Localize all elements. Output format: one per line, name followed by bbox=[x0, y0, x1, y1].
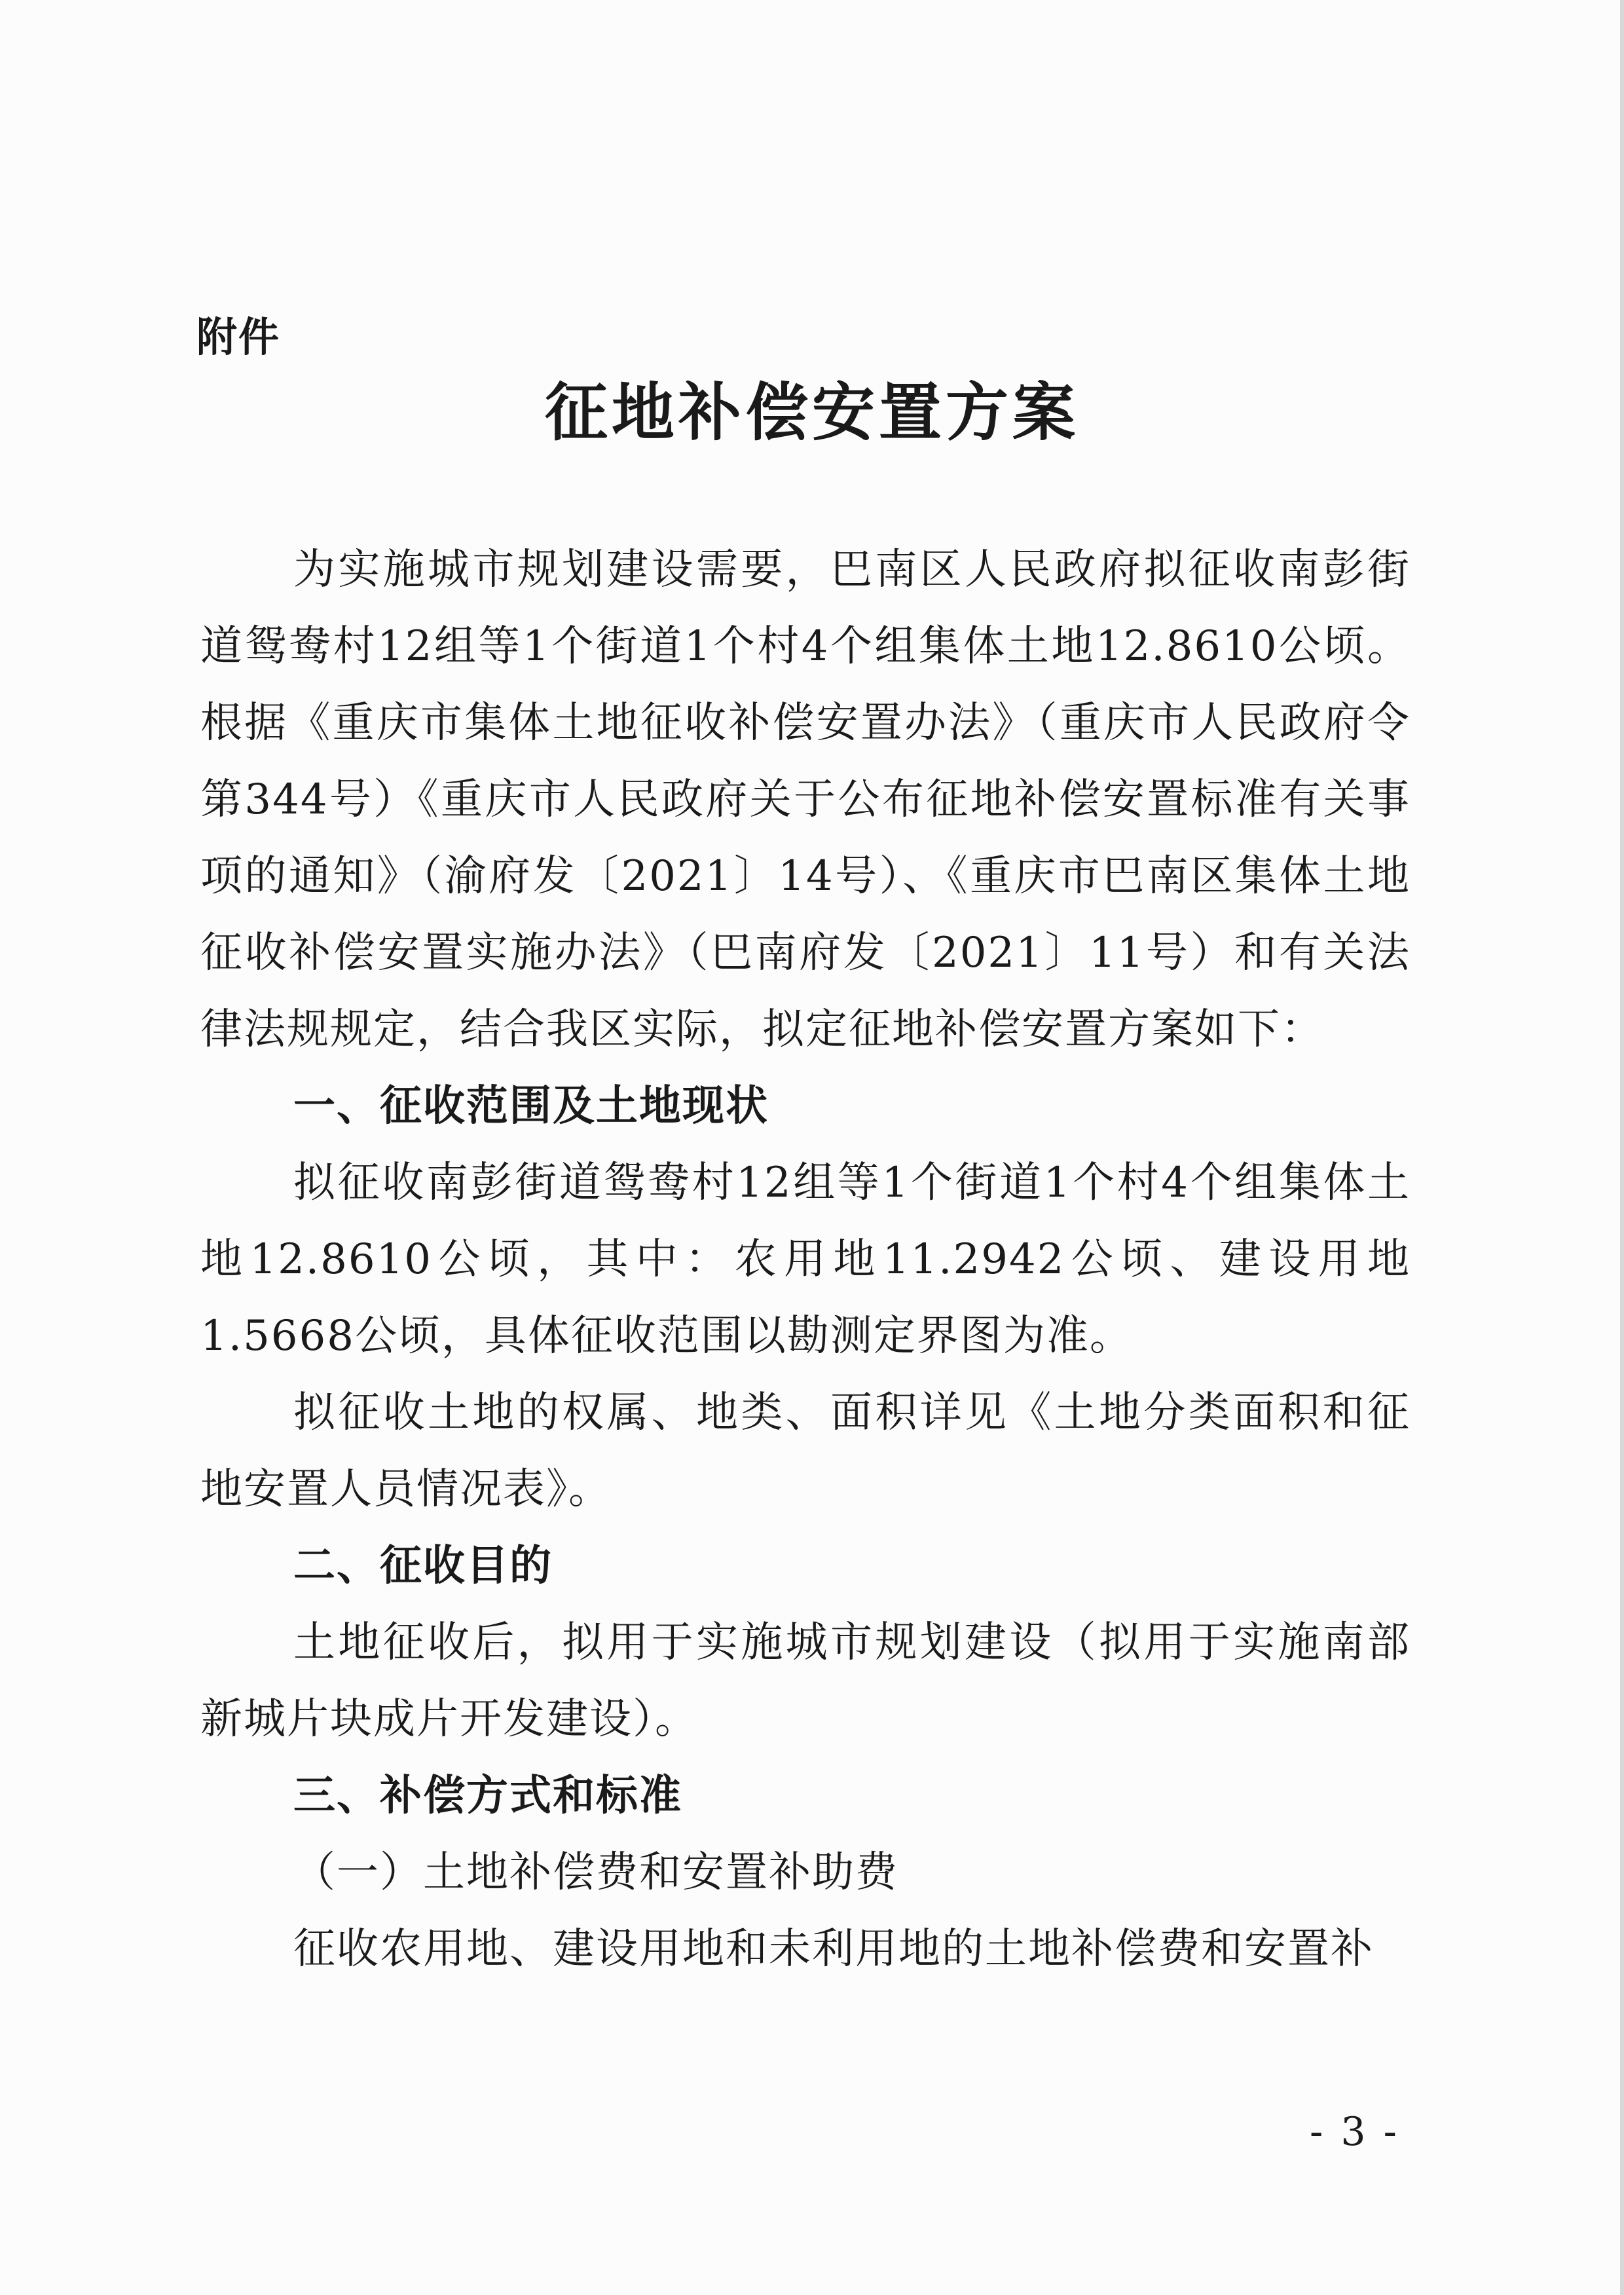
page-number: - 3 - bbox=[1310, 2109, 1399, 2155]
document-title: 征地补偿安置方案 bbox=[545, 375, 1079, 449]
section-1-paragraph-2: 拟征收土地的权属、地类、面积详见《土地分类面积和征地安置人员情况表》。 bbox=[200, 1389, 1411, 1514]
section-1-paragraph-1: 拟征收南彭街道鸳鸯村12组等1个街道1个村4个组集体土地12.8610公顷，其中：农用地11.2942公顷、建设用地1.5668公顷，具体征收范围以勘测定界图为准。 bbox=[200, 1159, 1411, 1360]
attachment-label: 附件 bbox=[196, 313, 281, 361]
page-edge-shadow bbox=[1620, 0, 1624, 2295]
section-1-heading: 一、征收范围及土地现状 bbox=[293, 1082, 769, 1130]
section-3-paragraph-1: 征收农用地、建设用地和未利用地的土地补偿费和安置补 bbox=[293, 1925, 1374, 1973]
section-3-heading: 三、补偿方式和标准 bbox=[293, 1772, 682, 1820]
document-body bbox=[200, 532, 1411, 1988]
section-2-heading: 二、征收目的 bbox=[293, 1542, 553, 1590]
section-2-paragraph-1: 土地征收后，拟用于实施城市规划建设（拟用于实施南部新城片块成片开发建设）。 bbox=[200, 1618, 1411, 1744]
intro-paragraph: 为实施城市规划建设需要，巴南区人民政府拟征收南彭街道鸳鸯村12组等1个街道1个村4个组集体土地12.8610公顷。根据《重庆市集体土地征收补偿安置办法》（重庆市人民政府令第344号）《重庆市人民政府关于公布征地补偿安置标准有关事项的通知》（渝府发〔2021〕14号）、《重庆市巴南区集体土地征收补偿安置实施办法》（巴南府发〔2021〕11号）和有关法律法规规定，结合我区实际，拟定征地补偿安置方案如下： bbox=[200, 546, 1411, 1054]
section-3-subheading: （一）土地补偿费和安置补助费 bbox=[293, 1848, 898, 1897]
